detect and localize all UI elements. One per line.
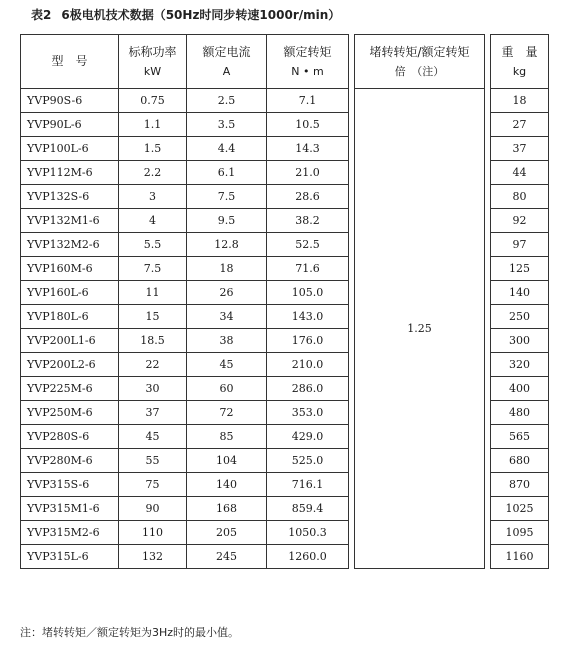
- current-cell: 60: [187, 377, 267, 401]
- torque-cell: 143.0: [267, 305, 349, 329]
- weight-cell: 37: [491, 137, 549, 161]
- weight-cell: 565: [491, 425, 549, 449]
- power-cell: 90: [119, 497, 187, 521]
- power-cell: 15: [119, 305, 187, 329]
- torque-cell: 1050.3: [267, 521, 349, 545]
- weight-cell: 1095: [491, 521, 549, 545]
- current-cell: 9.5: [187, 209, 267, 233]
- weight-cell: 80: [491, 185, 549, 209]
- weight-cell: 300: [491, 329, 549, 353]
- power-cell: 75: [119, 473, 187, 497]
- torque-cell: 525.0: [267, 449, 349, 473]
- header-current: 额定电流 A: [187, 35, 267, 89]
- weight-cell: 97: [491, 233, 549, 257]
- header-row: [21, 35, 549, 89]
- column-gap: [349, 185, 355, 209]
- current-cell: 18: [187, 257, 267, 281]
- torque-cell: 28.6: [267, 185, 349, 209]
- current-cell: 7.5: [187, 185, 267, 209]
- current-cell: 85: [187, 425, 267, 449]
- model-cell: YVP160L-6: [21, 281, 119, 305]
- model-cell: YVP200L2-6: [21, 353, 119, 377]
- power-cell: 2.2: [119, 161, 187, 185]
- torque-cell: 429.0: [267, 425, 349, 449]
- torque-cell: 716.1: [267, 473, 349, 497]
- footnote: 注：堵转转矩／额定转矩为3Hz时的最小值。: [20, 626, 240, 639]
- torque-cell: 52.5: [267, 233, 349, 257]
- weight-cell: 250: [491, 305, 549, 329]
- weight-cell: 1160: [491, 545, 549, 569]
- power-cell: 7.5: [119, 257, 187, 281]
- model-cell: YVP280M-6: [21, 449, 119, 473]
- model-cell: YVP132M1-6: [21, 209, 119, 233]
- header-weight: 重 量 kg: [491, 35, 549, 89]
- weight-cell: 92: [491, 209, 549, 233]
- column-gap: [349, 473, 355, 497]
- model-cell: YVP180L-6: [21, 305, 119, 329]
- power-cell: 22: [119, 353, 187, 377]
- current-cell: 38: [187, 329, 267, 353]
- power-cell: 0.75: [119, 89, 187, 113]
- model-cell: YVP132S-6: [21, 185, 119, 209]
- torque-cell: 105.0: [267, 281, 349, 305]
- power-cell: 1.5: [119, 137, 187, 161]
- power-cell: 55: [119, 449, 187, 473]
- torque-cell: 859.4: [267, 497, 349, 521]
- current-cell: 26: [187, 281, 267, 305]
- power-cell: 18.5: [119, 329, 187, 353]
- model-cell: YVP250M-6: [21, 401, 119, 425]
- header-power: 标称功率 kW: [119, 35, 187, 89]
- torque-cell: 10.5: [267, 113, 349, 137]
- stall-ratio-cell: 1.25: [355, 89, 485, 569]
- current-cell: 72: [187, 401, 267, 425]
- power-cell: 132: [119, 545, 187, 569]
- model-cell: YVP90L-6: [21, 113, 119, 137]
- column-gap: [349, 329, 355, 353]
- header-torque: 额定转矩 N • m: [267, 35, 349, 89]
- model-cell: YVP315M2-6: [21, 521, 119, 545]
- power-cell: 11: [119, 281, 187, 305]
- weight-cell: 870: [491, 473, 549, 497]
- column-gap: [349, 233, 355, 257]
- model-cell: YVP112M-6: [21, 161, 119, 185]
- motor-spec-table: [20, 34, 549, 569]
- power-cell: 110: [119, 521, 187, 545]
- column-gap: [349, 377, 355, 401]
- current-cell: 140: [187, 473, 267, 497]
- torque-cell: 1260.0: [267, 545, 349, 569]
- weight-cell: 27: [491, 113, 549, 137]
- model-cell: YVP225M-6: [21, 377, 119, 401]
- power-cell: 30: [119, 377, 187, 401]
- table-caption: 6极电机技术数据（50Hz时同步转速1000r/min）: [61, 8, 341, 22]
- header-stall-ratio: 堵转转矩/额定转矩 倍 （注）: [355, 35, 485, 89]
- power-cell: 5.5: [119, 233, 187, 257]
- table-title: [31, 6, 340, 23]
- model-cell: YVP315M1-6: [21, 497, 119, 521]
- weight-cell: 680: [491, 449, 549, 473]
- column-gap: [349, 401, 355, 425]
- current-cell: 245: [187, 545, 267, 569]
- current-cell: 205: [187, 521, 267, 545]
- column-gap: [349, 209, 355, 233]
- torque-cell: 176.0: [267, 329, 349, 353]
- weight-cell: 140: [491, 281, 549, 305]
- weight-cell: 480: [491, 401, 549, 425]
- weight-cell: 400: [491, 377, 549, 401]
- column-gap: [349, 497, 355, 521]
- column-gap: [349, 425, 355, 449]
- column-gap: [349, 449, 355, 473]
- current-cell: 168: [187, 497, 267, 521]
- model-cell: YVP160M-6: [21, 257, 119, 281]
- column-gap: [349, 545, 355, 569]
- column-gap: [349, 257, 355, 281]
- table-body: [21, 89, 549, 569]
- current-cell: 34: [187, 305, 267, 329]
- torque-cell: 71.6: [267, 257, 349, 281]
- weight-cell: 44: [491, 161, 549, 185]
- model-cell: YVP100L-6: [21, 137, 119, 161]
- current-cell: 2.5: [187, 89, 267, 113]
- model-cell: YVP90S-6: [21, 89, 119, 113]
- model-cell: YVP315S-6: [21, 473, 119, 497]
- weight-cell: 320: [491, 353, 549, 377]
- current-cell: 12.8: [187, 233, 267, 257]
- table-row: [21, 89, 549, 113]
- power-cell: 4: [119, 209, 187, 233]
- current-cell: 3.5: [187, 113, 267, 137]
- power-cell: 45: [119, 425, 187, 449]
- weight-cell: 1025: [491, 497, 549, 521]
- column-gap: [349, 137, 355, 161]
- torque-cell: 21.0: [267, 161, 349, 185]
- column-gap: [349, 353, 355, 377]
- power-cell: 3: [119, 185, 187, 209]
- model-cell: YVP315L-6: [21, 545, 119, 569]
- column-gap: [349, 521, 355, 545]
- current-cell: 45: [187, 353, 267, 377]
- current-cell: 104: [187, 449, 267, 473]
- torque-cell: 353.0: [267, 401, 349, 425]
- torque-cell: 7.1: [267, 89, 349, 113]
- column-gap: [349, 281, 355, 305]
- column-gap: [349, 305, 355, 329]
- column-gap: [349, 161, 355, 185]
- weight-cell: 18: [491, 89, 549, 113]
- torque-cell: 38.2: [267, 209, 349, 233]
- model-cell: YVP200L1-6: [21, 329, 119, 353]
- torque-cell: 14.3: [267, 137, 349, 161]
- current-cell: 6.1: [187, 161, 267, 185]
- power-cell: 1.1: [119, 113, 187, 137]
- header-model: 型 号: [21, 35, 119, 89]
- current-cell: 4.4: [187, 137, 267, 161]
- model-cell: YVP132M2-6: [21, 233, 119, 257]
- column-gap: [349, 113, 355, 137]
- torque-cell: 210.0: [267, 353, 349, 377]
- table-number: 表2: [31, 8, 52, 22]
- weight-cell: 125: [491, 257, 549, 281]
- torque-cell: 286.0: [267, 377, 349, 401]
- power-cell: 37: [119, 401, 187, 425]
- model-cell: YVP280S-6: [21, 425, 119, 449]
